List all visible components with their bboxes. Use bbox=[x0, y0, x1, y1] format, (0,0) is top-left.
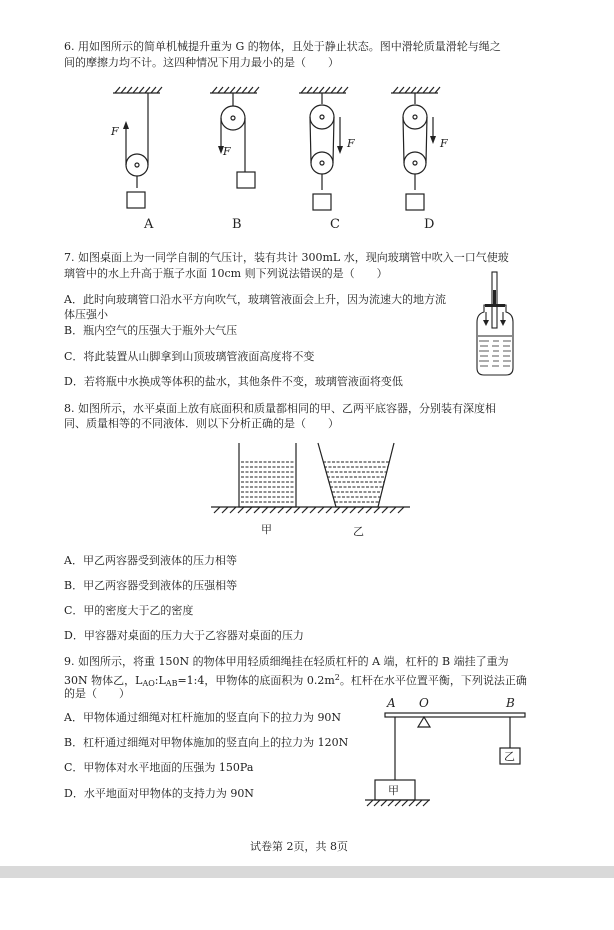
q9-option-c: C．甲物体对水平地面的压强为 150Pa bbox=[64, 761, 254, 774]
q7-line2: 璃管中的水上升高于瓶子水面 10cm 则下列说法错误的是（ ） bbox=[64, 267, 388, 280]
q9-line2-sub-ab: AB bbox=[165, 679, 178, 688]
q9-label-yi: 乙 bbox=[504, 750, 515, 763]
q7-option-c: C．将此装置从山脚拿到山顶玻璃管液面高度将不变 bbox=[64, 350, 315, 363]
q9-line1: 9. 如图所示，将重 150N 的物体甲用轻质细绳挂在轻质杠杆的 A 端，杠杆的 B 端挂了重为 bbox=[64, 655, 509, 668]
q7-option-a-line1: A．此时向玻璃管口沿水平方向吹气，玻璃管液面会上升，因为流速大的地方流 bbox=[64, 293, 446, 306]
q8-label-jia: 甲 bbox=[261, 523, 272, 536]
q7-line1: 7. 如图桌面上为一同学自制的气压计，装有共计 300mL 水，现向玻璃管中吹入一口气使玻 bbox=[64, 251, 509, 264]
q8-option-d: D．甲容器对桌面的压力大于乙容器对桌面的压力 bbox=[64, 629, 304, 642]
q8-option-a: A．甲乙两容器受到液体的压力相等 bbox=[64, 554, 237, 567]
q9-line3: 的是（ ） bbox=[64, 687, 130, 700]
q8-label-yi: 乙 bbox=[353, 525, 364, 538]
q8-line2: 同、质量相等的不同液体．则以下分析正确的是（ ） bbox=[64, 417, 339, 430]
q9-label-b: B bbox=[506, 696, 515, 710]
q9-option-d: D．水平地面对甲物体的支持力为 90N bbox=[64, 787, 254, 800]
q9-label-jia: 甲 bbox=[388, 784, 399, 797]
q9-option-b: B．杠杆通过细绳对甲物体施加的竖直向上的拉力为 120N bbox=[64, 736, 349, 749]
q6-line2: 间的摩擦力均不计。这四种情况下用力最小的是（ ） bbox=[64, 56, 339, 69]
q8-line1: 8. 如图所示，水平桌面上放有底面积和质量都相同的甲、乙两平底容器，分别装有深度相 bbox=[64, 402, 496, 415]
page-separator bbox=[0, 866, 614, 878]
q9-line2-sub-ao: AO bbox=[142, 679, 155, 688]
q7-option-a-line2: 体压强小 bbox=[64, 308, 108, 321]
q9-line2-mid: :L bbox=[154, 674, 166, 687]
q7-option-b: B．瓶内空气的压强大于瓶外大气压 bbox=[64, 324, 238, 337]
q8-option-c: C．甲的密度大于乙的密度 bbox=[64, 604, 194, 617]
q9-line2-sup: 2 bbox=[334, 673, 340, 682]
page-footer: 试卷第 2页，共 8页 bbox=[250, 840, 348, 853]
q8-option-b: B．甲乙两容器受到液体的压强相等 bbox=[64, 579, 238, 592]
q6-force-b: F bbox=[223, 145, 231, 158]
q9-label-o: O bbox=[419, 696, 429, 710]
q6-label-d: D bbox=[424, 217, 435, 232]
q6-force-a: F bbox=[111, 125, 119, 138]
q9-line2-pre: 30N 物体乙，L bbox=[64, 674, 143, 687]
q6-line1: 6. 用如图所示的简单机械提升重为 G 的物体，且处于静止状态。图中滑轮质量滑轮与绳之 bbox=[64, 40, 501, 53]
q6-label-a: A bbox=[144, 217, 154, 232]
q7-option-d: D．若将瓶中水换成等体积的盐水，其他条件不变，玻璃管液面将变低 bbox=[64, 375, 403, 388]
q9-line2-post: =1:4，甲物体的底面积为 0.2m bbox=[177, 674, 335, 687]
next-page-blank bbox=[0, 878, 614, 930]
q6-force-c: F bbox=[347, 137, 355, 150]
q9-label-a: A bbox=[387, 696, 396, 710]
q6-force-d: F bbox=[440, 137, 448, 150]
q6-label-c: C bbox=[330, 217, 340, 232]
q6-label-b: B bbox=[232, 217, 242, 232]
q9-line2-end: 。杠杆在水平位置平衡，下列说法正确 bbox=[339, 674, 527, 687]
q9-option-a: A．甲物体通过细绳对杠杆施加的竖直向下的拉力为 90N bbox=[64, 711, 342, 724]
